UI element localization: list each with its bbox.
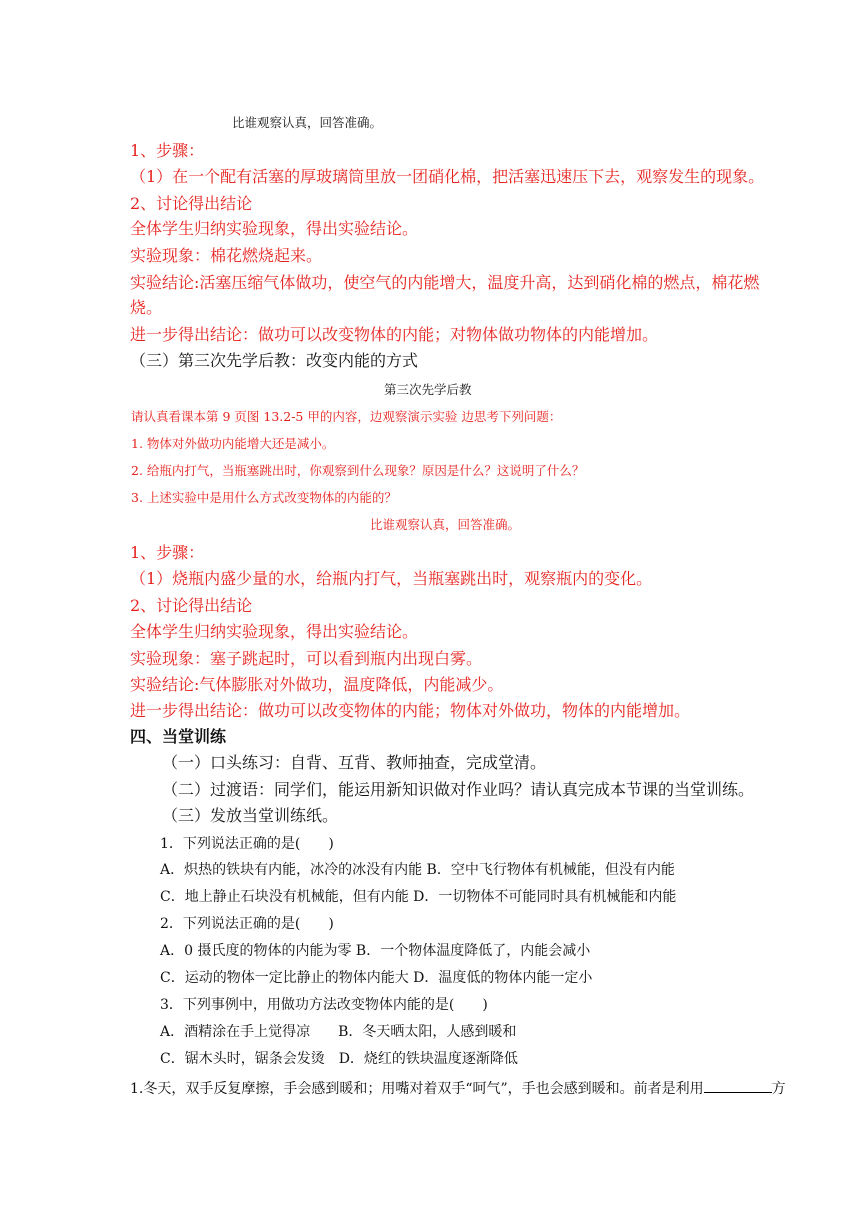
conclusion-text-2: 实验结论:气体膨胀对外做功，温度降低，内能减少。 [130, 675, 504, 694]
exercise-2: 2．下列说法正确的是( ) [160, 916, 334, 932]
exercise-2-options-cd: C．运动的物体一定比静止的物体内能大 D．温度低的物体内能一定小 [160, 970, 593, 986]
summarize-text-2: 全体学生归纳实验现象，得出实验结论。 [130, 622, 419, 641]
exercise-3-options-cd: C．锯木头时，锯条会发烫 D．烧红的铁块温度逐渐降低 [160, 1051, 518, 1067]
summarize-text: 全体学生归纳实验现象，得出实验结论。 [130, 219, 419, 238]
phenomenon-text: 实验现象：棉花燃烧起来。 [130, 246, 323, 265]
exercise-2-options-ab: A．0 摄氏度的物体的内能为零 B．一个物体温度降低了，内能会减小 [160, 943, 591, 959]
training-item-1: （一）口头练习：自背、互背、教师抽查，完成堂清。 [162, 753, 547, 772]
observe-hint: 比谁观察认真，回答准确。 [232, 115, 383, 130]
observe-hint-2: 比谁观察认真，回答准确。 [370, 517, 521, 532]
exercise-3-options-ab: A．酒精涂在手上觉得凉 B．冬天晒太阳，人感到暖和 [160, 1024, 517, 1040]
question-1: 1. 物体对外做功内能增大还是减小。 [131, 436, 335, 451]
fill-blank-tail: 方 [771, 1081, 786, 1097]
fill-blank-text: 1.冬天，双手反复摩擦，手会感到暖和；用嘴对着双手“呵气”，手也会感到暖和。前者是利用 [130, 1081, 704, 1097]
step-1: （1）在一个配有活塞的厚玻璃筒里放一团硝化棉，把活塞迅速压下去，观察发生的现象。 [130, 167, 765, 186]
further-conclusion: 进一步得出结论：做功可以改变物体的内能；对物体做功物体的内能增加。 [130, 325, 659, 344]
exercise-1: 1．下列说法正确的是( ) [160, 836, 334, 852]
training-item-2: （二）过渡语：同学们，能运用新知识做对作业吗？请认真完成本节课的当堂训练。 [162, 780, 755, 799]
discuss-heading: 2、讨论得出结论 [130, 194, 253, 213]
section-4-heading: 四、当堂训练 [130, 727, 227, 746]
discuss-heading-2: 2、讨论得出结论 [130, 596, 253, 615]
step-1-b: （1）烧瓶内盛少量的水，给瓶内打气，当瓶塞跳出时，观察瓶内的变化。 [130, 569, 653, 588]
exercise-3: 3．下列事例中，用做功方法改变物体内能的是( ) [160, 997, 488, 1013]
conclusion-text: 实验结论:活塞压缩气体做功，使空气的内能增大，温度升高，达到硝化棉的燃点，棉花燃 [130, 273, 760, 292]
steps-heading: 1、步骤： [130, 141, 205, 160]
phenomenon-text-2: 实验现象：塞子跳起时，可以看到瓶内出现白雾。 [130, 649, 483, 668]
conclusion-text-cont: 烧。 [130, 298, 163, 317]
training-item-3: （三）发放当堂训练纸。 [162, 806, 339, 825]
section-3-heading: （三）第三次先学后教：改变内能的方式 [130, 351, 419, 370]
question-2: 2. 给瓶内打气，当瓶塞跳出时，你观察到什么现象？原因是什么？这说明了什么？ [131, 463, 585, 478]
answer-blank[interactable] [704, 1080, 772, 1093]
exercise-1-options-cd: C．地上静止石块没有机械能，但有内能 D．一切物体不可能同时具有机械能和内能 [160, 889, 677, 905]
instruction-text: 请认真看课本第 9 页图 13.2-5 甲的内容，边观察演示实验 边思考下列问题： [131, 409, 562, 424]
further-conclusion-2: 进一步得出结论：做功可以改变物体的内能；物体对外做功，物体的内能增加。 [130, 701, 691, 720]
question-3: 3. 上述实验中是用什么方式改变物体的内能的？ [131, 490, 397, 505]
box-title: 第三次先学后教 [384, 382, 472, 397]
fill-blank-question [130, 1078, 786, 1098]
steps-heading-2: 1、步骤： [130, 543, 205, 562]
exercise-1-options-ab: A．炽热的铁块有内能，冰冷的冰没有内能 B．空中飞行物体有机械能，但没有内能 [160, 862, 675, 878]
